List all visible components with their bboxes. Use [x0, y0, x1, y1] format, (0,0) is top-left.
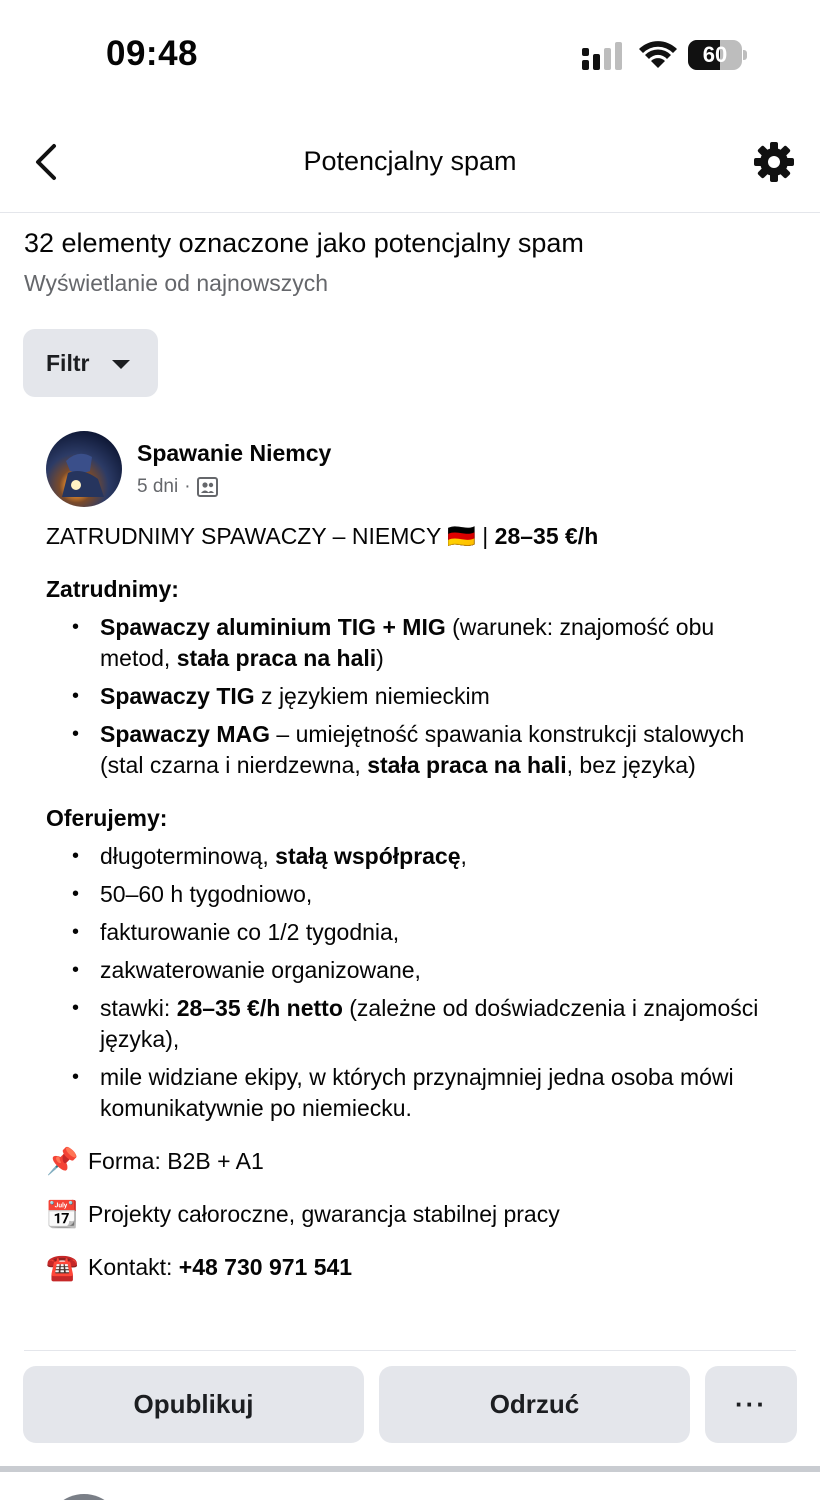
more-options-button[interactable]	[705, 1366, 797, 1443]
page-title: Potencjalny spam	[303, 146, 517, 176]
text: zakwaterowanie organizowane,	[100, 957, 421, 983]
info-text: Forma: B2B + A1	[88, 1148, 264, 1174]
list-item	[46, 993, 766, 1055]
info-line	[46, 1146, 766, 1177]
info-lines	[46, 1146, 766, 1283]
post-headline	[46, 521, 766, 552]
battery-level: 60	[702, 42, 728, 67]
nav-header	[0, 120, 820, 204]
section-title-offer: Oferujemy:	[46, 805, 168, 831]
cellular-signal-icon	[582, 42, 626, 70]
info-text: Kontakt:	[88, 1254, 179, 1280]
telephone-icon: ☎️	[46, 1252, 79, 1282]
filter-button[interactable]	[23, 329, 158, 397]
list-item	[46, 879, 766, 910]
next-post-avatar[interactable]	[46, 1494, 122, 1500]
group-members-icon	[197, 477, 218, 497]
list-item	[46, 681, 766, 712]
text: fakturowanie co 1/2 tygodnia,	[100, 919, 400, 945]
more-icon: ···	[735, 1389, 767, 1419]
reject-button[interactable]: Odrzuć	[379, 1366, 690, 1443]
pushpin-icon: 📌	[46, 1146, 79, 1176]
bold-text: Spawaczy aluminium TIG + MIG	[100, 614, 446, 640]
list-item	[46, 612, 766, 674]
list-item	[46, 719, 766, 781]
wifi-icon	[638, 40, 678, 70]
list-item	[46, 917, 766, 948]
battery-icon	[688, 40, 746, 70]
meta-separator: ·	[184, 476, 191, 497]
info-bold-text: +48 730 971 541	[178, 1254, 353, 1280]
post-body	[46, 521, 766, 1305]
bold-text: stałą współpracę	[275, 843, 461, 869]
gear-icon[interactable]	[752, 140, 796, 184]
post-meta	[137, 476, 218, 498]
headline-text: ZATRUDNIMY SPAWACZY – NIEMCY 🇩🇪 |	[46, 523, 495, 549]
text: z językiem niemieckim	[254, 683, 490, 709]
post-divider	[24, 1350, 796, 1351]
text: (zależne od doświadczenia i znajomości języka),	[100, 995, 759, 1052]
text: ,	[460, 843, 467, 869]
bold-text: Spawaczy TIG	[100, 683, 255, 709]
header-divider	[0, 212, 820, 213]
post-separator	[0, 1466, 820, 1472]
text: )	[376, 645, 384, 671]
text: 50–60 h tygodniowo,	[100, 881, 313, 907]
text: mile widziane ekipy, w których przynajmniej jedna osoba mówi komunikatywnie po niemiecku.	[100, 1064, 734, 1121]
list-item	[46, 955, 766, 986]
headline-rate: 28–35 €/h	[494, 523, 599, 549]
caret-down-icon	[112, 360, 130, 369]
publish-button[interactable]: Opublikuj	[23, 1366, 364, 1443]
list-item	[46, 1062, 766, 1124]
text: długoterminową,	[100, 843, 276, 869]
post-author[interactable]: Spawanie Niemcy	[137, 440, 332, 466]
calendar-icon: 📆	[46, 1199, 79, 1229]
info-line	[46, 1199, 766, 1230]
text: (warunek: znajomość obu metod,	[100, 614, 715, 671]
post-time: 5 dni	[137, 476, 179, 497]
bold-text: Spawaczy MAG	[100, 721, 270, 747]
sort-order-label: Wyświetlanie od najnowszych	[24, 270, 329, 296]
text: , bez języka)	[566, 752, 696, 778]
bold-text: 28–35 €/h netto	[176, 995, 343, 1021]
section-title-hiring: Zatrudnimy:	[46, 576, 179, 602]
info-text: Projekty całoroczne, gwarancja stabilnej pracy	[88, 1201, 560, 1227]
status-time: 09:48	[106, 34, 199, 73]
text: stawki:	[100, 995, 177, 1021]
avatar[interactable]	[46, 431, 122, 507]
bold-text: stała praca na hali	[176, 645, 377, 671]
spam-count-title: 32 elementy oznaczone jako potencjalny spam	[24, 228, 584, 258]
offer-list	[46, 841, 766, 1124]
text: – umiejętność spawania konstrukcji stalowych (stal czarna i nierdzewna,	[100, 721, 745, 778]
hiring-list	[46, 612, 766, 781]
status-bar	[0, 0, 820, 110]
filter-label: Filtr	[46, 350, 90, 376]
bold-text: stała praca na hali	[367, 752, 567, 778]
list-item	[46, 841, 766, 872]
info-line	[46, 1252, 766, 1283]
